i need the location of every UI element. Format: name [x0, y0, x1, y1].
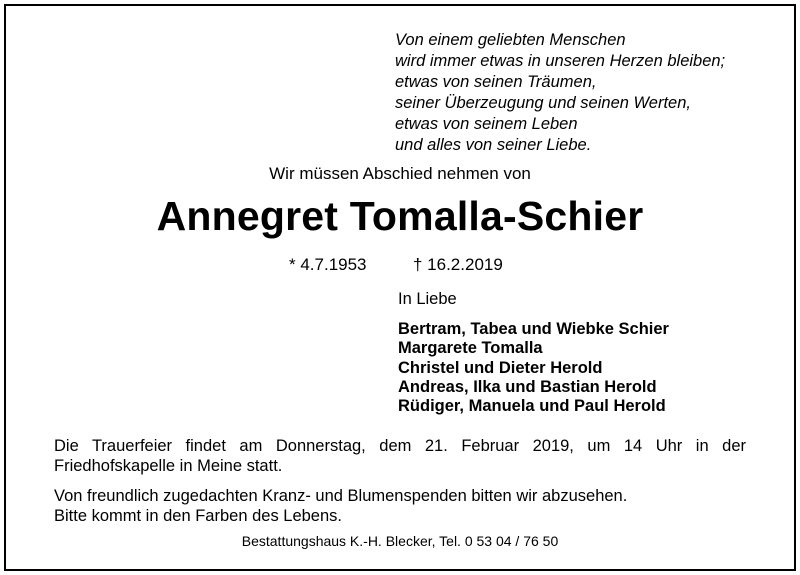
request-line: Bitte kommt in den Farben des Lebens.: [54, 507, 342, 525]
mourner-entry: Christel und Dieter Herold: [398, 358, 603, 377]
poem-line: wird immer etwas in unseren Herzen bleiben;: [395, 52, 726, 70]
ceremony-notice: [54, 436, 746, 476]
poem-line: und alles von seiner Liebe.: [395, 136, 592, 154]
deceased-name: Annegret Tomalla-Schier: [156, 193, 644, 239]
mourners-list: [398, 320, 669, 416]
in-liebe-label: In Liebe: [398, 290, 457, 308]
ceremony-line: Friedhofskapelle in Meine statt.: [54, 457, 283, 475]
farewell-label: Wir müssen Abschied nehmen von: [269, 164, 531, 183]
death-date: † 16.2.2019: [413, 255, 503, 274]
poem-line: seiner Überzeugung und seinen Werten,: [395, 94, 691, 112]
mourner-entry: Rüdiger, Manuela und Paul Herold: [398, 397, 666, 416]
poem: [395, 30, 725, 156]
funeral-home-contact: Bestattungshaus K.-H. Blecker, Tel. 0 53 04 / 76 50: [241, 533, 559, 549]
mourner-entry: Bertram, Tabea und Wiebke Schier: [398, 320, 669, 338]
poem-line: etwas von seinem Leben: [395, 115, 578, 133]
poem-line: etwas von seinen Träumen,: [395, 73, 597, 91]
farewell-text: [0, 164, 800, 184]
poem-line: Von einem geliebten Menschen: [395, 31, 626, 49]
ceremony-line: Die Trauerfeier findet am Donnerstag, dem 21. Februar 2019, um 14 Uhr in der: [54, 437, 746, 455]
flower-request: [54, 486, 627, 526]
mourner-entry: Margarete Tomalla: [398, 339, 543, 358]
birth-date: * 4.7.1953: [289, 255, 367, 274]
request-line: Von freundlich zugedachten Kranz- und Blumenspenden bitten wir abzusehen.: [54, 487, 628, 505]
mourner-entry: Andreas, Ilka und Bastian Herold: [398, 377, 657, 396]
